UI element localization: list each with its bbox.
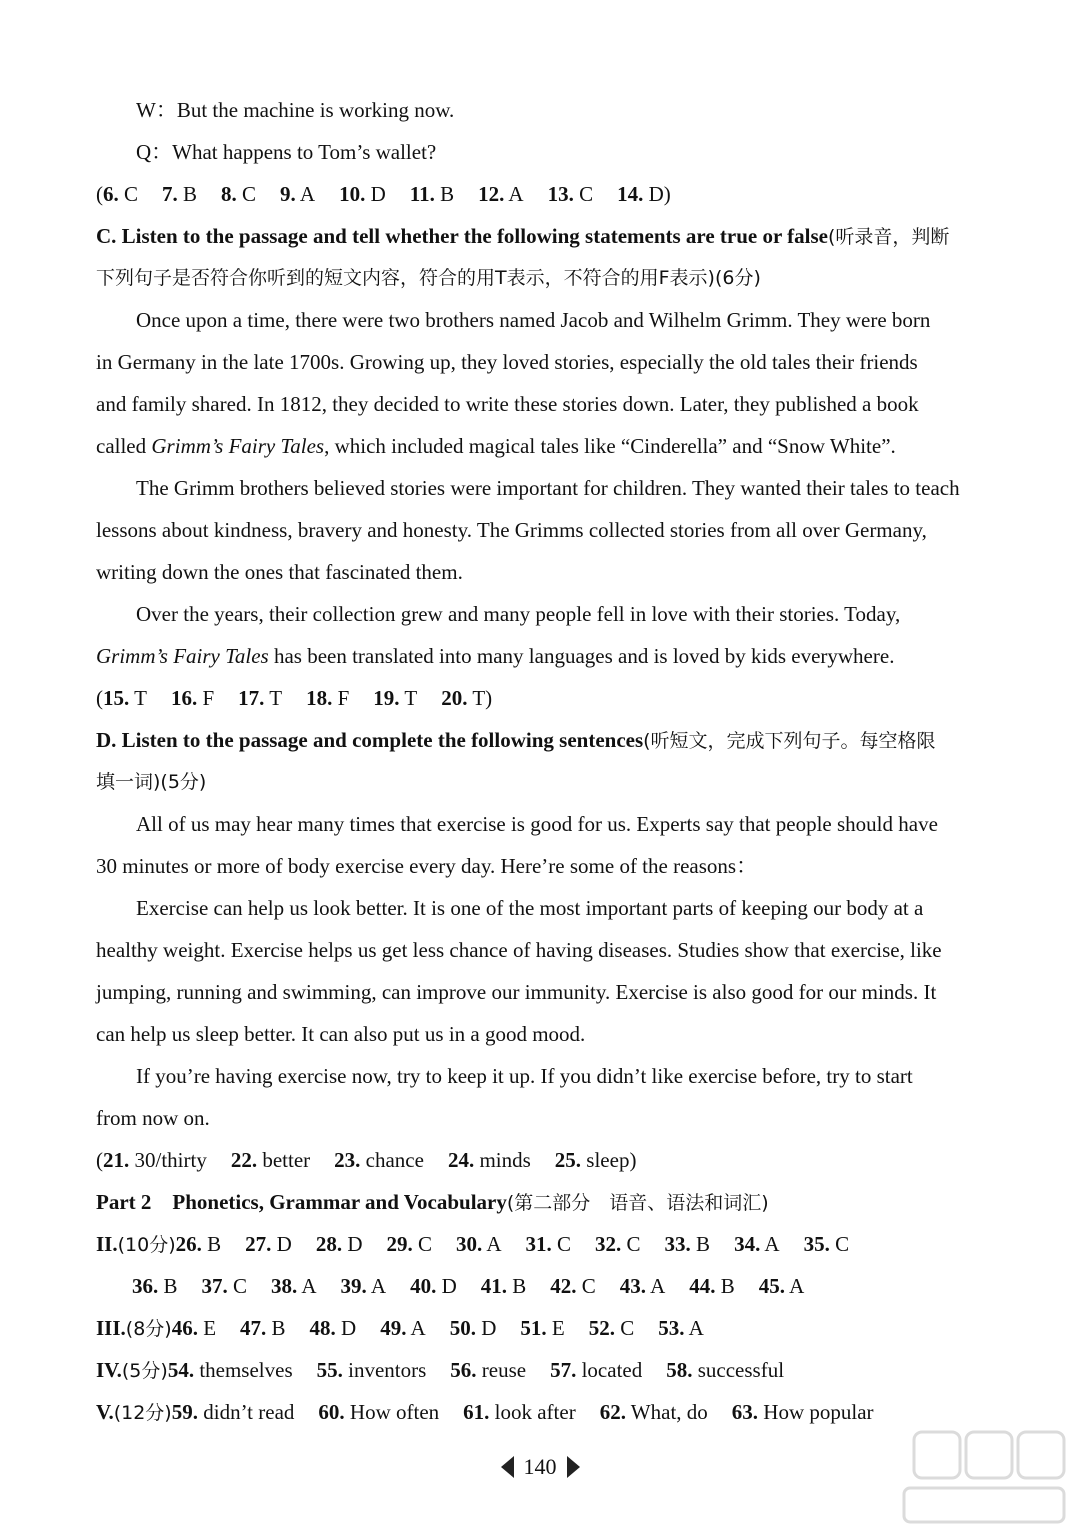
answer-value: C [576, 1274, 596, 1298]
question-number: 6. [103, 182, 119, 206]
section-c-p2-line: The Grimm brothers believed stories were important for children. They wanted their tales to teach [136, 476, 960, 500]
answer-value: C [614, 1316, 635, 1340]
section-d-p2-line: healthy weight. Exercise helps us get less chance of having diseases. Studies show that exercise, like [96, 938, 942, 962]
question-number: 8. [221, 182, 237, 206]
answer-value: How often [344, 1400, 440, 1424]
question-number: 31. [525, 1232, 552, 1256]
answer-value: A [760, 1232, 780, 1256]
question-number: 20. [441, 686, 468, 710]
answers-section-b [96, 173, 1042, 215]
section-c-p1-line: in Germany in the late 1700s. Growing up, they loved stories, especially the old tales their friends [96, 350, 918, 374]
answer-value: E [546, 1316, 565, 1340]
section-d-title-en: D. Listen to the passage and complete the following sentences [96, 728, 644, 752]
answer-value: A [482, 1232, 502, 1256]
open-paren: ( [96, 1148, 103, 1172]
answers-iii-items [172, 1316, 704, 1340]
section-d-title [96, 719, 1042, 761]
answers-v-points: (12分) [113, 1402, 172, 1424]
answer-value: didn’t read [197, 1400, 295, 1424]
section-c-title-cn-2: 下列句子是否符合你听到的短文内容，符合的用T表示，不符合的用F表示)(6分) [96, 267, 761, 289]
answer-value: How popular [758, 1400, 874, 1424]
answer-value: B [506, 1274, 527, 1298]
question-number: 46. [171, 1316, 198, 1340]
section-c-p2-line: writing down the ones that fascinated them. [96, 560, 463, 584]
answer-value: C [829, 1232, 850, 1256]
triangle-right-icon [567, 1456, 580, 1478]
answer-value: successful [692, 1358, 785, 1382]
answer-value: B [266, 1316, 286, 1340]
answer-value: A [297, 1274, 317, 1298]
answer-value: B [177, 182, 198, 206]
question-number: 25. [554, 1148, 582, 1172]
answer-value: look after [489, 1400, 576, 1424]
section-c-title-en: C. Listen to the passage and tell whether the following statements are true or false [96, 224, 829, 248]
question-number: 44. [689, 1274, 716, 1298]
answer-value: A [295, 182, 316, 206]
answer-value: C [118, 182, 139, 206]
section-c-p1-line [96, 425, 1042, 467]
answer-value: T [129, 686, 147, 710]
section-c-p1-line-a: called [96, 434, 152, 458]
question-number: 7. [162, 182, 178, 206]
question-number: 45. [758, 1274, 786, 1298]
answer-value: B [201, 1232, 222, 1256]
answer-value: sleep) [581, 1148, 637, 1172]
question-number: 26. [175, 1232, 202, 1256]
question-number: 24. [447, 1148, 475, 1172]
book-title: Grimm’s Fairy Tales [151, 434, 325, 458]
part-2-title-en: Part 2 Phonetics, Grammar and Vocabulary [96, 1190, 507, 1214]
section-c-title [96, 215, 1042, 257]
question-number: 18. [306, 686, 333, 710]
question-number: 50. [449, 1316, 476, 1340]
dialogue-q-line: Q：What happens to Tom’s wallet? [136, 140, 437, 164]
answers-iv [96, 1349, 1042, 1391]
question-number: 47. [240, 1316, 267, 1340]
question-number: 43. [619, 1274, 647, 1298]
section-d-p2-line: Exercise can help us look better. It is one of the most important parts of keeping our body at a [136, 896, 924, 920]
question-number: 62. [599, 1400, 626, 1424]
answer-value: D [475, 1316, 497, 1340]
question-number: 36. [132, 1274, 159, 1298]
question-number: 22. [230, 1148, 258, 1172]
question-number: 10. [339, 182, 366, 206]
question-number: 57. [550, 1358, 577, 1382]
section-d-p2-line: jumping, running and swimming, can improve our immunity. Exercise is also good for our minds. It [96, 980, 937, 1004]
section-c-p3-line-b: has been translated into many languages and is loved by kids everywhere. [268, 644, 895, 668]
answer-value: E [197, 1316, 217, 1340]
page-number: 140 [523, 1454, 557, 1479]
question-number: 14. [617, 182, 644, 206]
question-number: 61. [463, 1400, 490, 1424]
question-number: 15. [103, 686, 130, 710]
answers-iv-points: (5分) [121, 1360, 168, 1382]
section-c-p1-line-b: , which included magical tales like “Cinderella” and “Snow White”. [324, 434, 896, 458]
answer-value: minds [474, 1148, 531, 1172]
question-number: 30. [456, 1232, 483, 1256]
question-number: 53. [658, 1316, 685, 1340]
answer-value: D [271, 1232, 292, 1256]
question-number: 39. [340, 1274, 367, 1298]
answers-ii-points: (10分) [117, 1234, 176, 1256]
answers-section-d [96, 1139, 1042, 1181]
book-title: Grimm’s Fairy Tales [96, 644, 269, 668]
dialogue-w-line: W：But the machine is working now. [136, 98, 455, 122]
question-number: 23. [334, 1148, 361, 1172]
section-c-p3-line: Over the years, their collection grew and many people fell in love with their stories. Today, [136, 602, 901, 626]
section-d-p3-line: If you’re having exercise now, try to keep it up. If you didn’t like exercise before, try to start [136, 1064, 913, 1088]
question-number: 17. [238, 686, 265, 710]
question-number: 34. [734, 1232, 761, 1256]
answer-value: located [576, 1358, 643, 1382]
question-number: 16. [170, 686, 198, 710]
answer-value: D [335, 1316, 357, 1340]
answer-value: A [504, 182, 524, 206]
answer-value: B [715, 1274, 735, 1298]
section-c-title-cn-1: (听录音，判断 [828, 226, 950, 248]
part-2-title [96, 1181, 1042, 1223]
question-number: 40. [410, 1274, 437, 1298]
answer-value: better [257, 1148, 311, 1172]
answers-v-items [172, 1400, 874, 1424]
answer-value: C [227, 1274, 248, 1298]
question-number: 56. [450, 1358, 477, 1382]
answer-value: D [365, 182, 386, 206]
section-c-p1-line: and family shared. In 1812, they decided to write these stories down. Later, they published a book [96, 392, 919, 416]
question-number: 38. [271, 1274, 298, 1298]
answer-value: C [412, 1232, 432, 1256]
question-number: 58. [666, 1358, 693, 1382]
question-number: 12. [478, 182, 505, 206]
answer-value: D) [643, 182, 671, 206]
question-number: 55. [316, 1358, 343, 1382]
answer-value: inventors [342, 1358, 427, 1382]
question-number: 42. [550, 1274, 577, 1298]
answer-value: A [785, 1274, 805, 1298]
answer-value: T [264, 686, 283, 710]
answer-value: B [434, 182, 455, 206]
section-c-p3-line [96, 635, 1042, 677]
answer-value: C [551, 1232, 572, 1256]
triangle-left-icon [501, 1456, 514, 1478]
answer-value: D [436, 1274, 457, 1298]
answers-iv-items [168, 1358, 784, 1382]
question-number: 21. [103, 1148, 130, 1172]
question-number: 28. [315, 1232, 343, 1256]
answer-value: What, do [625, 1400, 708, 1424]
question-number: 54. [167, 1358, 195, 1382]
question-number: 13. [547, 182, 574, 206]
question-number: 51. [520, 1316, 547, 1340]
question-number: 27. [245, 1232, 272, 1256]
question-number: 35. [803, 1232, 830, 1256]
open-paren: ( [96, 686, 103, 710]
question-number: 48. [309, 1316, 336, 1340]
section-d-p1-line: 30 minutes or more of body exercise every day. Here’re some of the reasons： [96, 854, 758, 878]
section-d-title-cn-2: 填一词)(5分) [96, 771, 207, 793]
answers-iv-label: IV. [96, 1358, 122, 1382]
answer-value: B [158, 1274, 178, 1298]
section-c-p1-line: Once upon a time, there were two brothers named Jacob and Wilhelm Grimm. They were born [136, 308, 931, 332]
part-2-title-cn: (第二部分 语音、语法和词汇) [506, 1192, 769, 1214]
section-d-p1-line: All of us may hear many times that exercise is good for us. Experts say that people should have [136, 812, 938, 836]
answers-ii-items [176, 1232, 849, 1256]
answer-value: T) [467, 686, 493, 710]
answers-section-c [96, 677, 1042, 719]
watermark-logo-icon [894, 1422, 1074, 1532]
question-number: 52. [588, 1316, 615, 1340]
answer-value: A [366, 1274, 387, 1298]
answers-iii-label: III. [96, 1316, 126, 1340]
answers-iii [96, 1307, 1042, 1349]
question-number: 63. [731, 1400, 759, 1424]
section-d-title-cn-1: (听短文，完成下列句子。每空格限 [643, 730, 936, 752]
answer-value: B [690, 1232, 711, 1256]
answer-value: A [406, 1316, 426, 1340]
answer-value: F [197, 686, 215, 710]
section-c-p2-line: lessons about kindness, bravery and honesty. The Grimms collected stories from all over Germany, [96, 518, 927, 542]
question-number: 29. [386, 1232, 413, 1256]
answer-value: T [399, 686, 418, 710]
answer-value: F [332, 686, 350, 710]
question-number: 11. [409, 182, 435, 206]
answer-value: D [342, 1232, 363, 1256]
open-paren: ( [96, 182, 103, 206]
answer-value: C [236, 182, 257, 206]
answers-ii-label: II. [96, 1232, 118, 1256]
question-number: 41. [480, 1274, 507, 1298]
answer-value: A [646, 1274, 666, 1298]
section-d-p2-line: can help us sleep better. It can also put us in a good mood. [96, 1022, 586, 1046]
question-number: 32. [595, 1232, 622, 1256]
answer-value: A [684, 1316, 704, 1340]
answer-value: C [573, 182, 594, 206]
answer-page [96, 89, 1042, 1433]
answer-value: themselves [194, 1358, 293, 1382]
question-number: 9. [280, 182, 296, 206]
question-number: 19. [373, 686, 400, 710]
answers-ii-row-2 [96, 1265, 1042, 1307]
answer-value: C [621, 1232, 641, 1256]
answers-v-label: V. [96, 1400, 114, 1424]
question-number: 49. [380, 1316, 407, 1340]
answer-value: reuse [476, 1358, 527, 1382]
question-number: 33. [664, 1232, 691, 1256]
answers-ii-row-1 [96, 1223, 1042, 1265]
answer-value: chance [360, 1148, 424, 1172]
question-number: 60. [318, 1400, 345, 1424]
answers-iii-points: (8分) [125, 1318, 172, 1340]
question-number: 37. [201, 1274, 228, 1298]
section-d-p3-line: from now on. [96, 1106, 210, 1130]
question-number: 59. [171, 1400, 198, 1424]
answer-value: 30/thirty [129, 1148, 207, 1172]
